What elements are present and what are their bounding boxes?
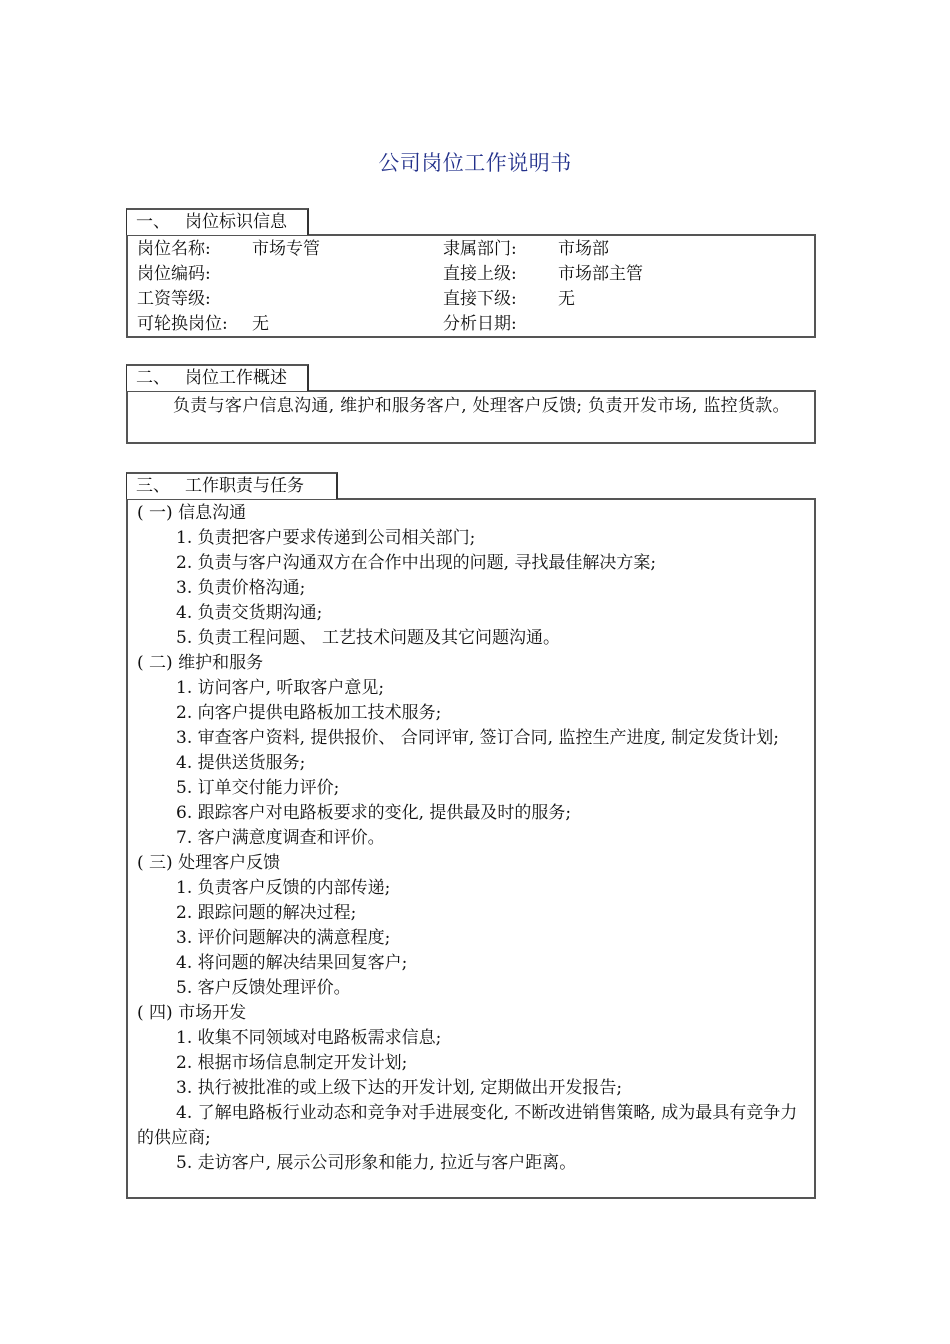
list-item: 2. 根据市场信息制定开发计划; [176,1053,408,1073]
list-item: 5. 订单交付能力评价; [176,778,340,798]
list-item: 4. 负责交货期沟通; [176,603,323,623]
section-3-heading: 工作职责与任务 [185,476,304,496]
list-item: 4. 提供送货服务; [176,753,306,773]
info-row [128,262,814,287]
list-item: 4. 将问题的解决结果回复客户; [176,953,408,973]
info-value: 市场部 [558,239,609,259]
info-label: 分析日期: [443,314,517,334]
info-label: 直接下级: [443,289,517,309]
section-1-box [126,234,816,338]
list-item: 3. 评价问题解决的满意程度; [176,928,391,948]
info-label: 岗位名称: [137,239,211,259]
list-item: 5. 客户反馈处理评价。 [176,978,351,998]
list-item: 3. 负责价格沟通; [176,578,306,598]
list-item: 1. 收集不同领域对电路板需求信息; [176,1028,442,1048]
list-item: 1. 负责把客户要求传递到公司相关部门; [176,528,476,548]
job-summary: 负责与客户信息沟通, 维护和服务客户, 处理客户反馈; 负责开发市场, 监控货款。 [173,396,790,416]
info-value: 无 [558,289,575,309]
info-label: 岗位编码: [137,264,211,284]
info-value: 市场专管 [252,239,320,259]
list-item: 3. 审查客户资料, 提供报价、 合同评审, 签订合同, 监控生产进度, 制定发货计划; [176,728,779,748]
info-value: 市场部主管 [558,264,643,284]
section-2-tab [126,364,309,391]
section-3-box [126,498,816,1199]
info-label: 直接上级: [443,264,517,284]
group-title: ( 三) 处理客户反馈 [137,853,281,873]
info-label: 隶属部门: [443,239,517,259]
list-item: 5. 走访客户, 展示公司形象和能力, 拉近与客户距离。 [176,1153,577,1173]
list-item: 2. 向客户提供电路板加工技术服务; [176,703,442,723]
group-title: ( 二) 维护和服务 [137,653,264,673]
list-item: 7. 客户满意度调查和评价。 [176,828,385,848]
section-2-heading: 岗位工作概述 [185,368,287,388]
section-1-tab [126,208,309,235]
section-1-heading: 岗位标识信息 [185,212,287,232]
section-1-number: 一、 [136,212,170,232]
info-label: 工资等级: [137,289,211,309]
list-item: 5. 负责工程问题、 工艺技术问题及其它问题沟通。 [176,628,561,648]
list-item: 4. 了解电路板行业动态和竞争对手进展变化, 不断改进销售策略, 成为最具有竞争力的供应商; [137,1103,798,1148]
section-3-number: 三、 [136,476,170,496]
info-row [128,237,814,262]
list-item: 1. 负责客户反馈的内部传递; [176,878,391,898]
section-2-box [126,390,816,444]
list-item: 2. 跟踪问题的解决过程; [176,903,357,923]
info-row [128,312,814,337]
list-item: 2. 负责与客户沟通双方在合作中出现的问题, 寻找最佳解决方案; [176,553,657,573]
group-title: ( 一) 信息沟通 [137,503,247,523]
section-2-number: 二、 [136,368,170,388]
group-title: ( 四) 市场开发 [137,1003,247,1023]
document-title: 公司岗位工作说明书 [378,151,572,175]
info-row [128,287,814,312]
info-label: 可轮换岗位: [137,314,228,334]
section-3-tab [126,472,338,499]
list-item: 6. 跟踪客户对电路板要求的变化, 提供最及时的服务; [176,803,572,823]
list-item: 1. 访问客户, 听取客户意见; [176,678,385,698]
info-value: 无 [252,314,269,334]
list-item: 3. 执行被批准的或上级下达的开发计划, 定期做出开发报告; [176,1078,623,1098]
